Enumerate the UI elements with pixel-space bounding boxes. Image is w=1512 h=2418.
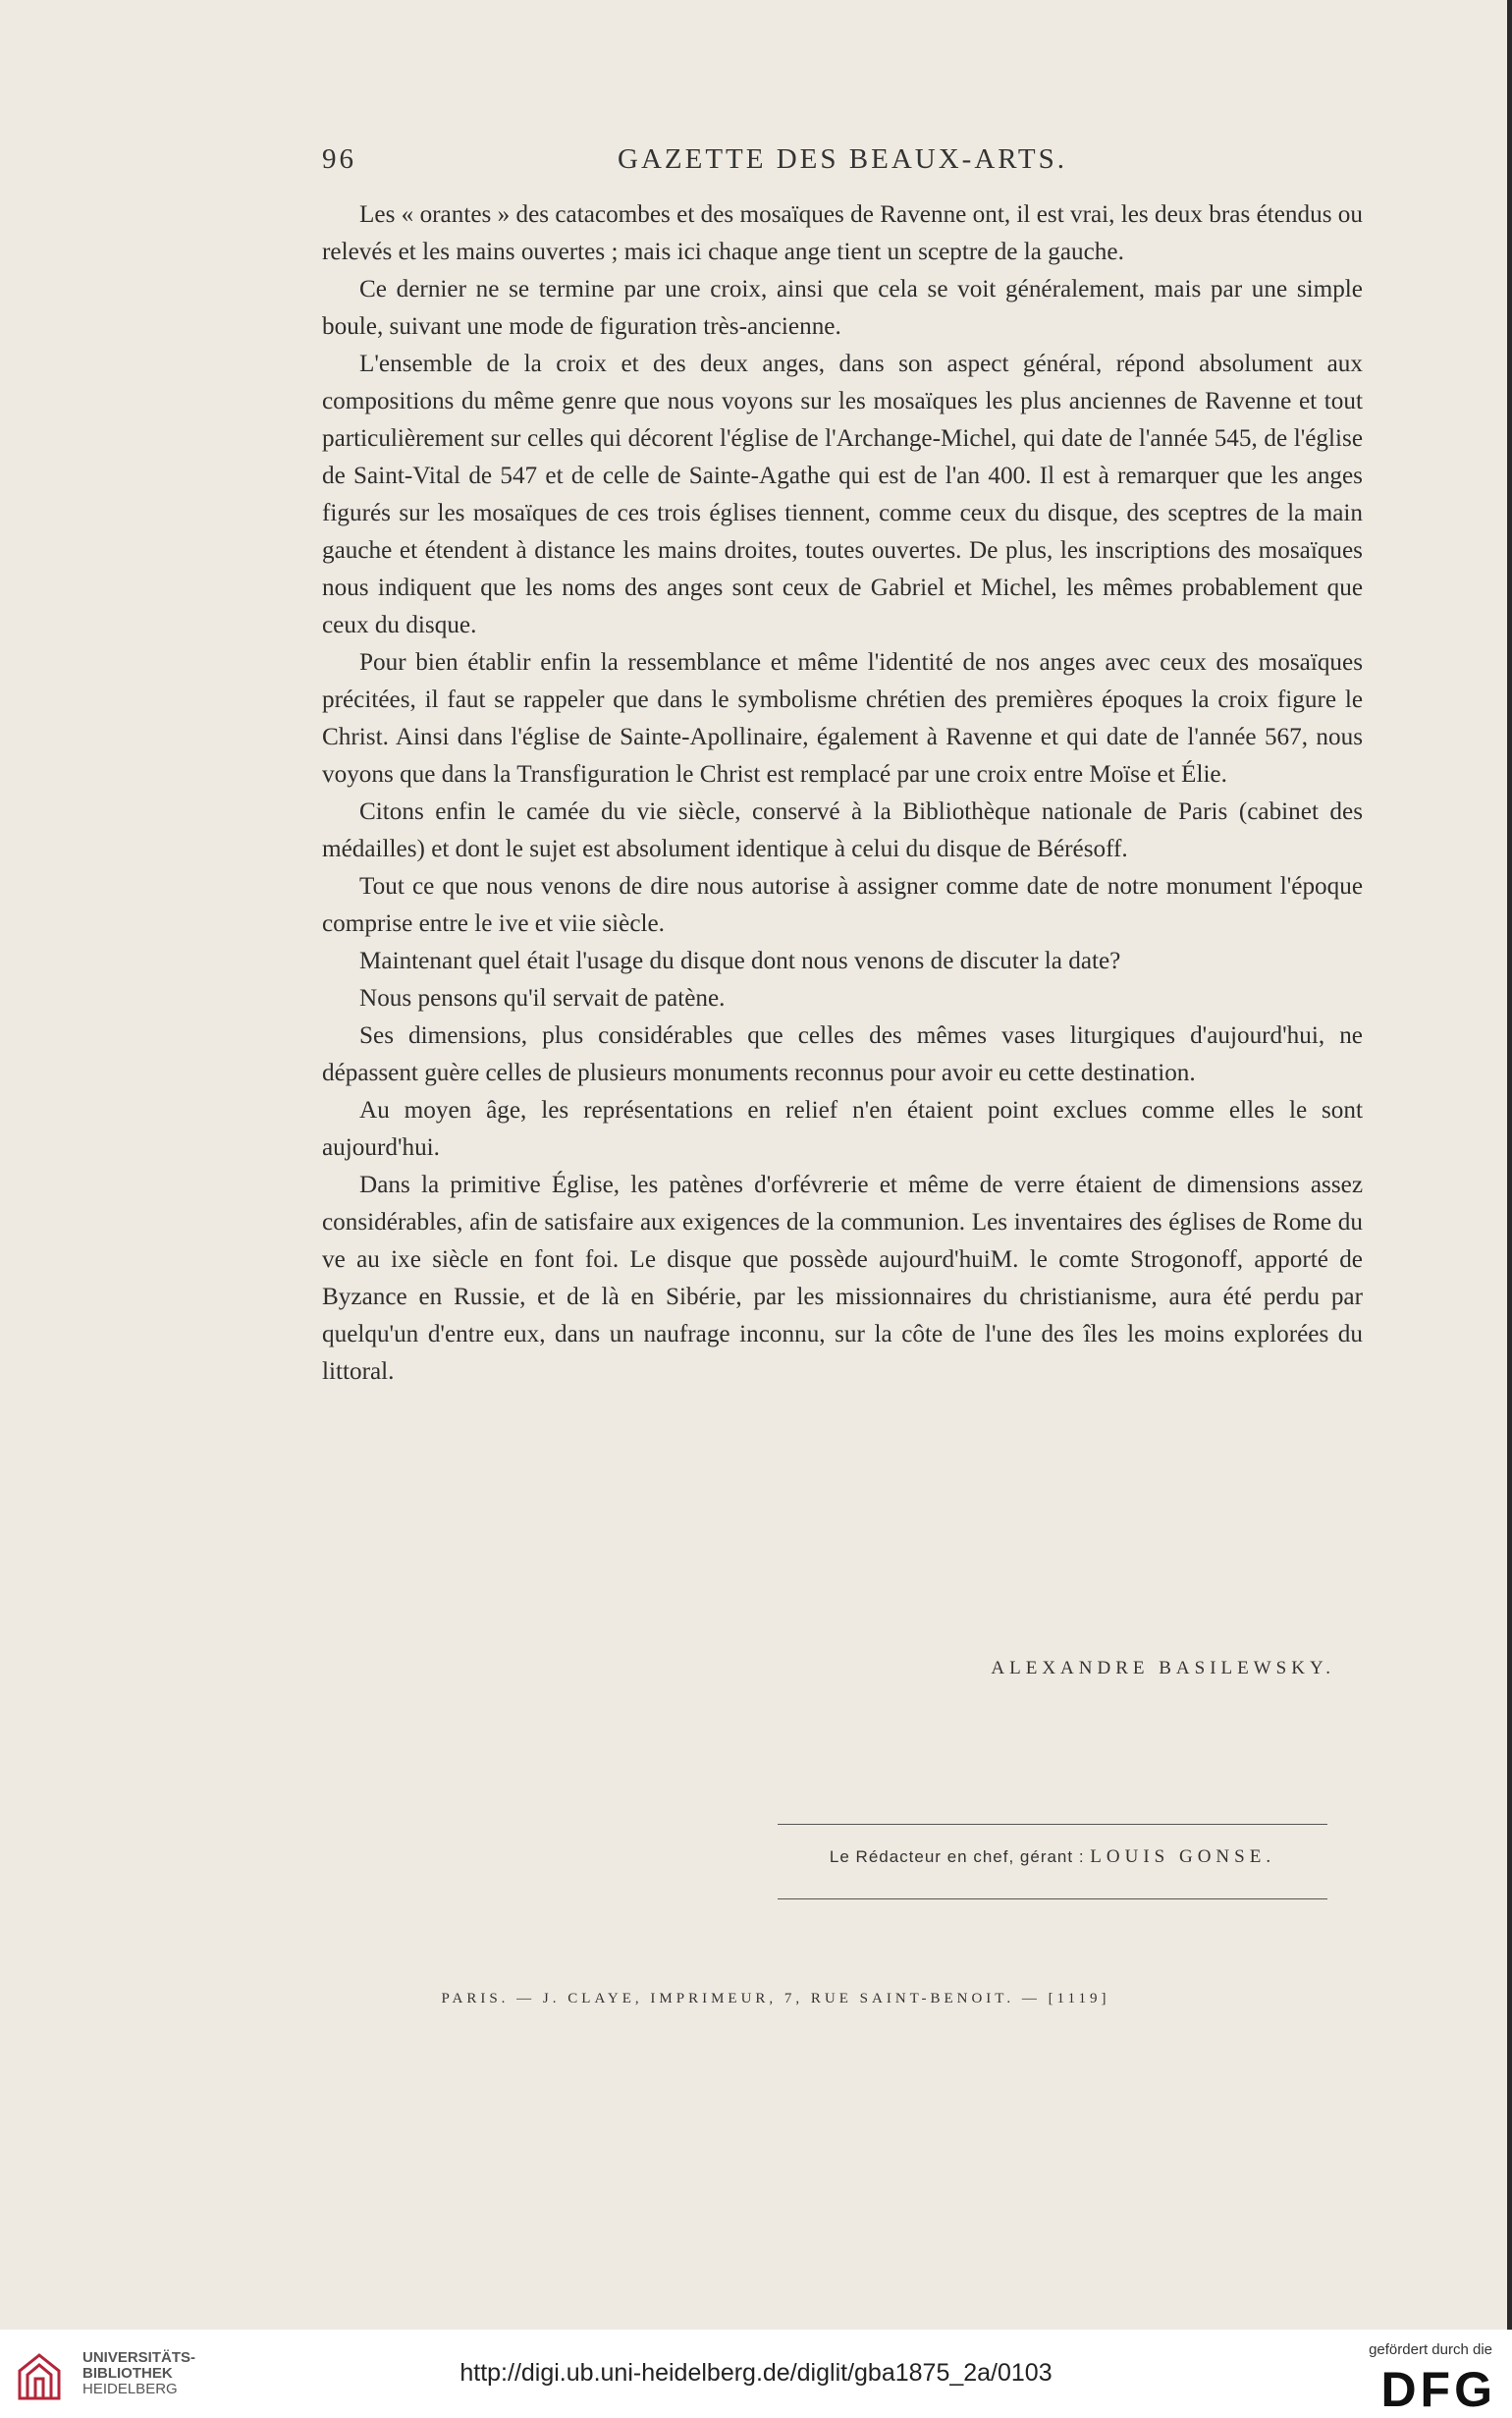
- paragraph: Dans la primitive Église, les patènes d'orfévrerie et même de verre étaient de dimensions assez considérables, afin de satisfaire aux exigences de la communion. Les inventaires des églises de Rome du ve au ixe siècle en font foi. Le disque que possède aujourd'huiM. le comte Strogonoff, apporté de Byzance en Russie, et de là en Sibérie, par les missionnaires du christianisme, aura été perdu par quelqu'un d'entre eux, dans un naufrage inconnu, sur la côte de l'une des îles les moins explorées du littoral.: [322, 1172, 1363, 1385]
- library-name: UNIVERSITÄTS- BIBLIOTHEK HEIDELBERG: [82, 2349, 196, 2397]
- source-url-link[interactable]: http://digi.ub.uni-heidelberg.de/diglit/gba1875_2a/0103: [459, 2359, 1053, 2387]
- funded-by-text: gefördert durch die: [1369, 2341, 1492, 2358]
- paragraph: Nous pensons qu'il servait de patène.: [359, 985, 726, 1012]
- paragraph: Ce dernier ne se termine par une croix, ainsi que cela se voit généralement, mais par une simple boule, suivant une mode de figuration très-ancienne.: [322, 276, 1363, 340]
- paragraph: L'ensemble de la croix et des deux anges, dans son aspect général, répond absolument aux compositions du même genre que nous voyons sur les mosaïques les plus anciennes de Ravenne et tout particulièrement sur celles qui décorent l'église de l'Archange-Michel, qui date de l'année 545, de l'église de Saint-Vital de 547 et de celle de Sainte-Agathe qui est de l'an 400. Il est à remarquer que les anges figurés sur les mosaïques de ces trois églises tiennent, comme ceux du disque, des sceptres de la main gauche et étendent à distance les mains droites, toutes ouvertes. De plus, les inscriptions des mosaïques nous indiquent que les noms des anges sont ceux de Gabriel et Michel, les mêmes probablement que ceux du disque.: [322, 351, 1363, 638]
- divider-top: [778, 1824, 1327, 1825]
- running-header: [322, 143, 1363, 183]
- dfg-logo-icon: [1312, 2363, 1498, 2410]
- library-logo-icon: [14, 2349, 65, 2404]
- printer-imprint: PARIS. — J. CLAYE, IMPRIMEUR, 7, RUE SAINT-BENOIT. — [1119]: [441, 1991, 1110, 2006]
- paragraph: Ses dimensions, plus considérables que celles des mêmes vases liturgiques d'aujourd'hui, ne dépassent guère celles de plusieurs monuments reconnus pour avoir eu cette destination.: [322, 1022, 1363, 1086]
- paragraph: Les « orantes » des catacombes et des mosaïques de Ravenne ont, il est vrai, les deux bras étendus ou relevés et les mains ouvertes ; mais ici chaque ange tient un sceptre de la gauche.: [322, 201, 1363, 265]
- article-body: [322, 196, 1363, 1391]
- editor-line: [778, 1846, 1327, 1868]
- digitization-footer: [0, 2330, 1512, 2418]
- author-signature: ALEXANDRE BASILEWSKY.: [991, 1658, 1335, 1678]
- editor-label: Le Rédacteur en chef, gérant :: [829, 1847, 1085, 1866]
- editor-name: LOUIS GONSE.: [1090, 1846, 1276, 1867]
- paragraph: Maintenant quel était l'usage du disque dont nous venons de discuter la date?: [359, 948, 1121, 974]
- paragraph: Au moyen âge, les représentations en relief n'en étaient point exclues comme elles le sont aujourd'hui.: [322, 1097, 1363, 1161]
- paragraph: Pour bien établir enfin la ressemblance et même l'identité de nos anges avec ceux des mosaïques précitées, il faut se rappeler que dans le symbolisme chrétien des premières époques la croix figure le Christ. Ainsi dans l'église de Sainte-Apollinaire, également à Ravenne et qui date de l'année 567, nous voyons que dans la Transfiguration le Christ est remplacé par une croix entre Moïse et Élie.: [322, 649, 1363, 788]
- paragraph: Citons enfin le camée du vie siècle, conservé à la Bibliothèque nationale de Paris (cabinet des médailles) et dont le sujet est absolument identique à celui du disque de Bérésoff.: [322, 798, 1363, 862]
- paragraph: Tout ce que nous venons de dire nous autorise à assigner comme date de notre monument l'époque comprise entre le ive et viie siècle.: [322, 873, 1363, 937]
- page-number: 96: [322, 143, 356, 175]
- journal-title: GAZETTE DES BEAUX-ARTS.: [618, 143, 1067, 175]
- svg-text:DFG: DFG: [1380, 2363, 1496, 2410]
- divider-bottom: [778, 1898, 1327, 1899]
